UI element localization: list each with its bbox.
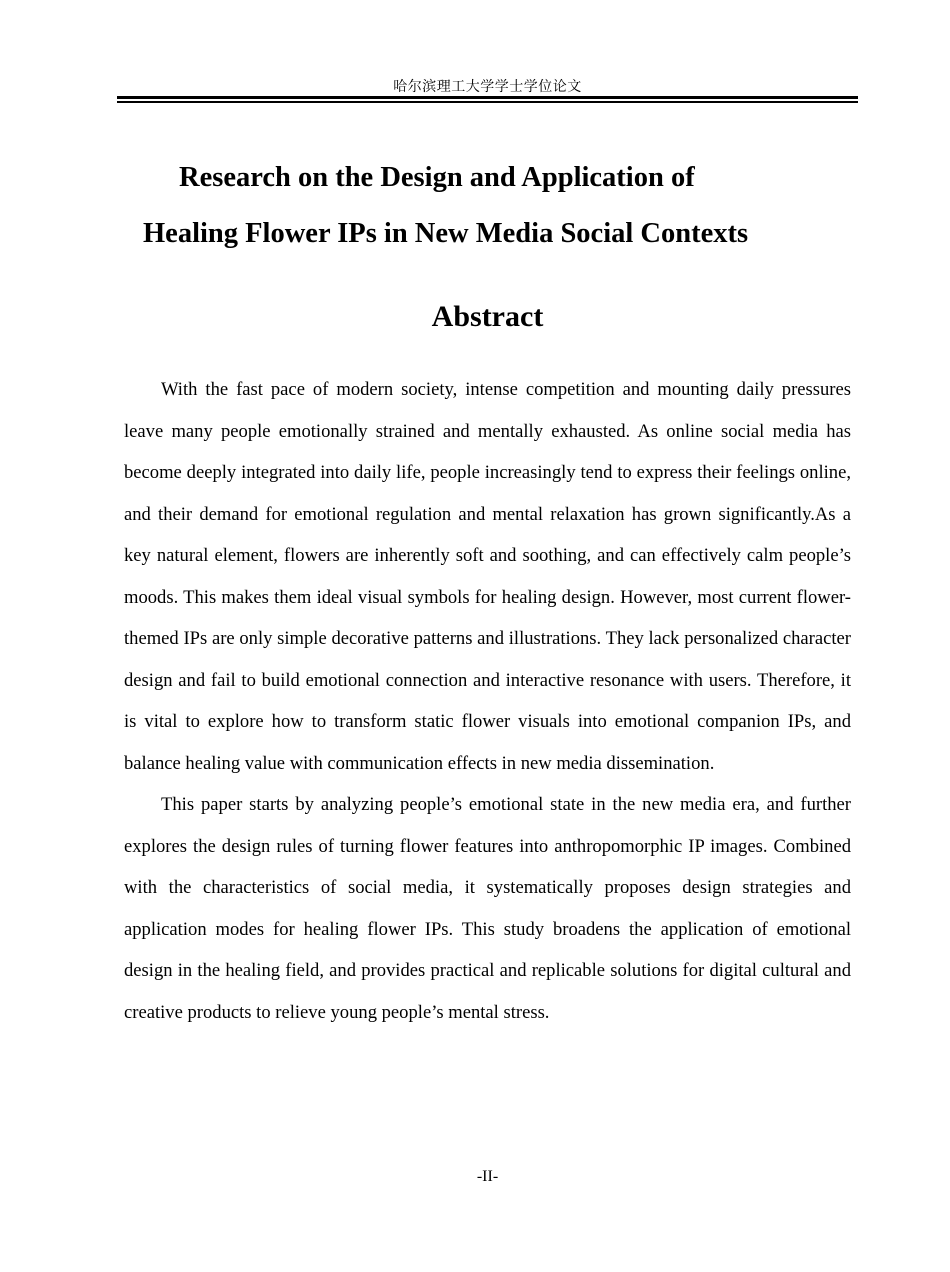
page-number: -II-	[476, 1168, 499, 1185]
abstract-paragraph-2: This paper starts by analyzing people’s emotional state in the new media era, and further explores the design rules of turning flower features into anthropomorphic IP images. Combined with the characteristics of social media, it systematically proposes design strategies and application modes for healing flower IPs. This study broadens the application of emotional design in the healing field, and provides practical and replicable solutions for digital cultural and creative products to relieve young people’s mental stress.	[124, 794, 851, 1023]
running-header: 哈尔滨理工大学学士学位论文	[393, 79, 582, 95]
header-rule-thin	[117, 101, 858, 103]
thesis-title-line-1: Research on the Design and Application of	[179, 162, 695, 193]
abstract-heading: Abstract	[431, 300, 544, 333]
thesis-title-line-2: Healing Flower IPs in New Media Social Contexts	[143, 218, 749, 249]
abstract-body	[124, 369, 851, 1033]
header-rule-thick	[117, 96, 858, 99]
abstract-paragraph-1: With the fast pace of modern society, intense competition and mounting daily pressures leave many people emotionally strained and mentally exhausted. As online social media has become deeply integrated into daily life, people increasingly tend to express their feelings online, and their demand for emotional regulation and mental relaxation has grown significantly.As a key natural element, flowers are inherently soft and soothing, and can effectively calm people’s moods. This makes them ideal visual symbols for healing design. However, most current flower-themed IPs are only simple decorative patterns and illustrations. They lack personalized character design and fail to build emotional connection and interactive resonance with users. Therefore, it is vital to explore how to transform static flower visuals into emotional companion IPs, and balance healing value with communication effects in new media dissemination.	[124, 379, 851, 774]
